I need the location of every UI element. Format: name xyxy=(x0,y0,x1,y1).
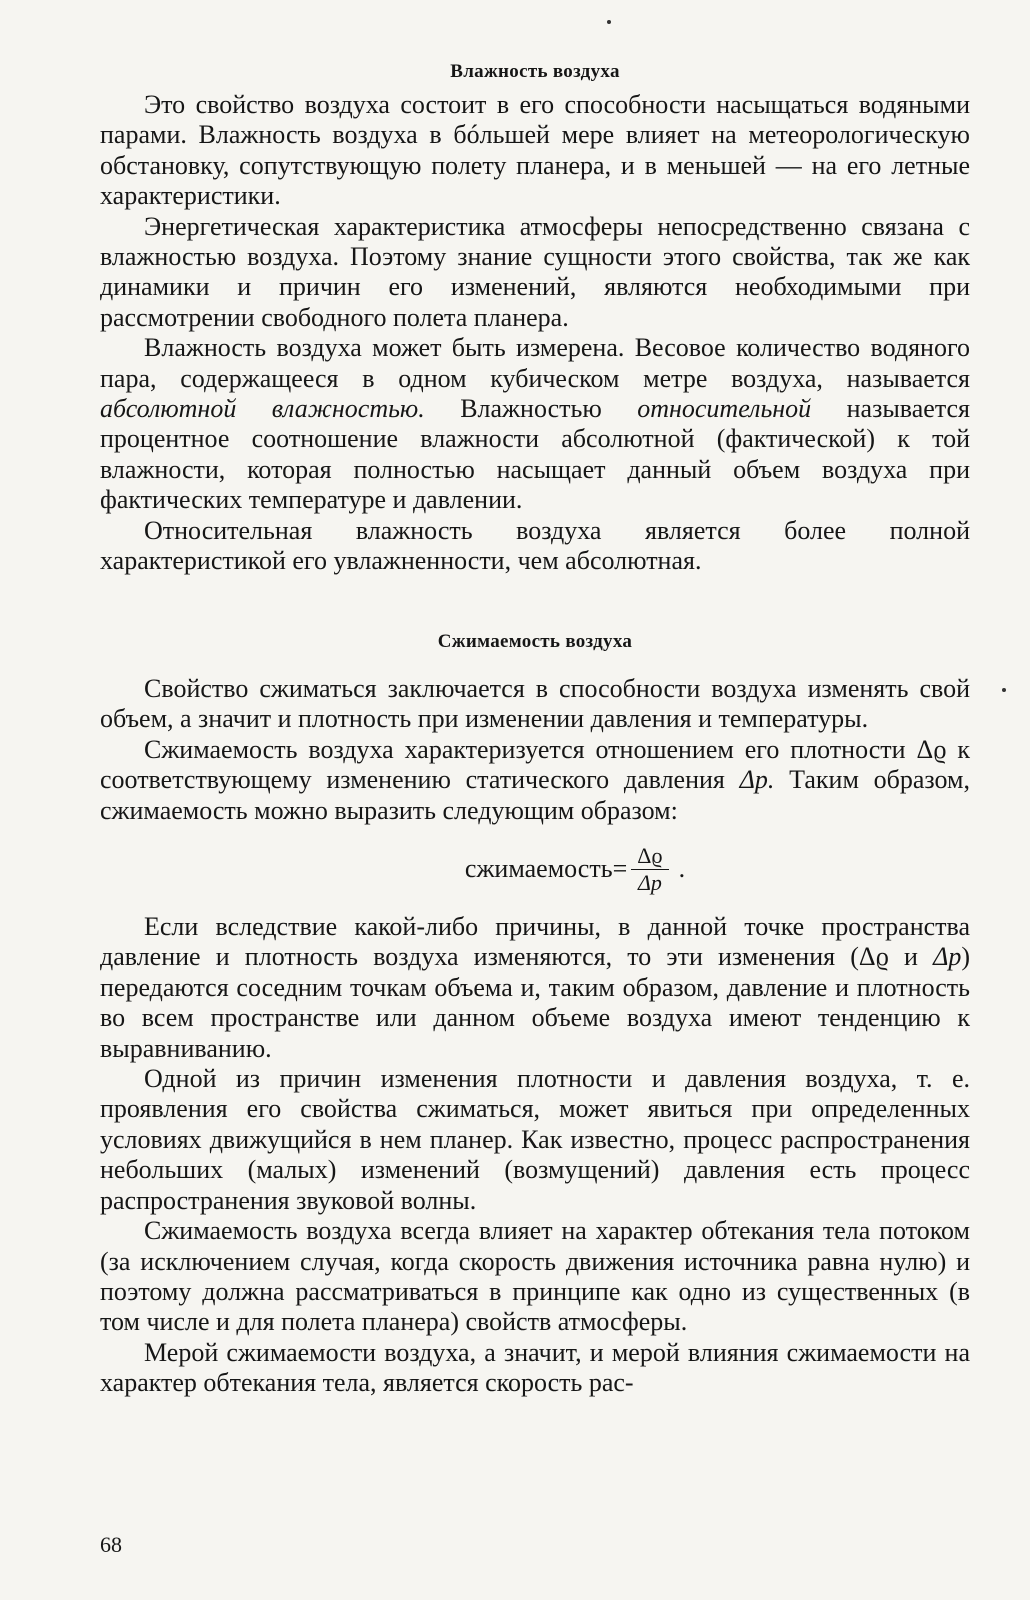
print-speck xyxy=(607,20,611,24)
paragraph: Сжимаемость воздуха характеризуется отношением его плотности Δϱ к соответствующему изменению статического давления Δp. Таким образом, сжимаемость можно выразить следующим образом: xyxy=(100,734,970,825)
formula-denominator: Δp xyxy=(637,869,662,895)
heading-humidity: Влажность воздуха xyxy=(450,61,620,82)
term-absolute-humidity: абсолютной влажностью. xyxy=(100,394,425,424)
section-compressibility xyxy=(100,630,970,1399)
paragraph: Мерой сжимаемости воздуха, а значит, и мерой влияния сжимаемости на характер обтекания тела, является скорость рас- xyxy=(100,1337,970,1398)
paragraph: Энергетическая характеристика атмосферы непосредственно связана с влажностью воздуха. Поэтому знание сущности этого свойства, так же как динамики и причин его изменений, являются необходимыми при рассмотрении свободного полета планера. xyxy=(100,211,970,332)
paragraph: Влажность воздуха может быть измерена. Весовое количество водяного пара, содержащееся в одном кубическом метре воздуха, называется абсолютной влажностью. Влажностью относительной называется процентное соотношение влажности абсолютной (фактической) к той влажности, которая полностью насыщает данный объем воздуха при фактических температуре и давлении. xyxy=(100,333,970,515)
paragraph: Это свойство воздуха состоит в его способности насыщаться водяными парами. Влажность воздуха в бóльшей мере влияет на метеорологическую обстановку, сопутствующую полету планера, и в меньшей — на его летные характеристики. xyxy=(100,90,970,211)
paragraph: Относительная влажность воздуха является более полной характеристикой его увлажненности, чем абсолютная. xyxy=(100,515,970,576)
formula-lhs: сжимаемость xyxy=(464,853,613,883)
heading-compressibility: Сжимаемость воздуха xyxy=(437,631,633,652)
term-relative: относительной xyxy=(637,394,812,424)
formula-fraction xyxy=(631,843,668,896)
paragraph: Одной из причин изменения плотности и давления воздуха, т. е. проявления его свойства сжиматься, может явиться при определенных условиях движущийся в нем планер. Как известно, процесс распространения небольших (малых) изменений (возмущений) давления есть процесс распространения звуковой волны. xyxy=(100,1064,970,1215)
term-delta-p: Δp. xyxy=(739,765,775,795)
section-humidity xyxy=(100,60,970,577)
page-number: 68 xyxy=(100,1532,122,1557)
formula-numerator: Δϱ xyxy=(631,843,668,870)
paragraph: Свойство сжиматься заключается в способности воздуха изменять свой объем, а значит и плотность при изменении давления и температуры. xyxy=(100,674,970,734)
formula-equals: = xyxy=(612,853,628,883)
compressibility-formula xyxy=(180,826,970,912)
print-speck xyxy=(1002,688,1006,692)
paragraph: Сжимаемость воздуха всегда влияет на характер обтекания тела потоком (за исключением случая, когда скорость движения источника равна нулю) и поэтому должна рассматриваться в принципе как одно из существенных (в том числе и для полета планера) свойств атмосферы. xyxy=(100,1216,970,1337)
paragraph: Если вследствие какой-либо причины, в данной точке пространства давление и плотность воздуха изменяются, то эти изменения (Δϱ и Δp) передаются соседним точкам объема и, таким образом, давление и плотность во всем пространстве или данном объеме воздуха имеют тенденцию к выравниванию. xyxy=(100,912,970,1063)
formula-period: . xyxy=(678,853,686,883)
